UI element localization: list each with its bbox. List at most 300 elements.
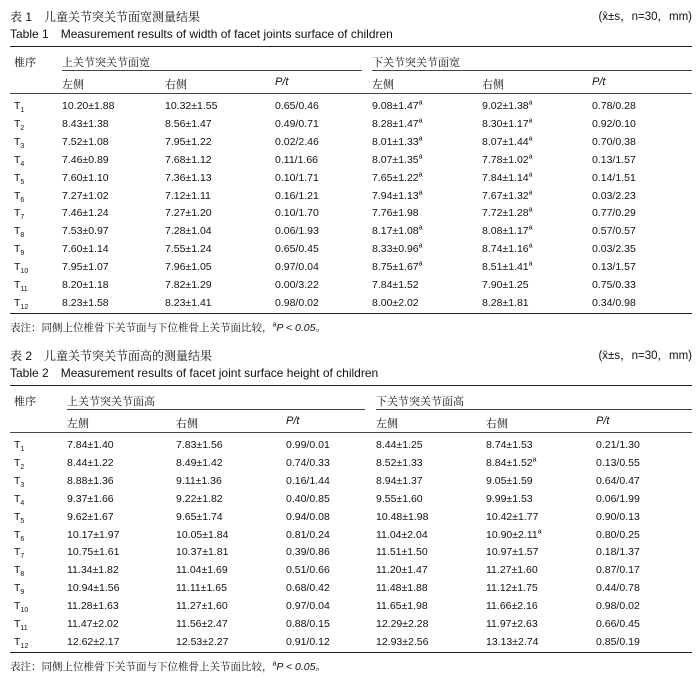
vertebra-cell-value: T — [14, 635, 21, 648]
table-1-sub-upper-right: 右侧 — [165, 79, 187, 91]
lower-right-cell-value: 10.97±1.57 — [486, 546, 539, 559]
table-1-bottom-rule — [10, 313, 692, 314]
lower-left-cell-value: 11.65±1.98 — [376, 600, 428, 613]
upper-pt-cell-value: 0.74/0.33 — [286, 456, 330, 469]
vertebra-cell-value: T — [14, 135, 21, 148]
upper-left-cell — [62, 154, 109, 166]
upper-right-cell-value: 7.28±1.04 — [165, 225, 212, 238]
upper-pt-cell-value: 0.98/0.02 — [275, 296, 319, 309]
lower-left-cell-value: 8.94±1.37 — [376, 474, 423, 487]
lower-left-cell — [376, 546, 428, 558]
upper-left-cell-value: 8.88±1.36 — [67, 474, 114, 487]
vertebra-cell — [14, 546, 25, 561]
lower-right-cell — [486, 582, 538, 594]
upper-left-cell — [67, 618, 119, 630]
upper-right-cell — [176, 582, 227, 594]
lower-right-cell-value: 11.12±1.75 — [486, 582, 538, 595]
upper-pt-cell — [286, 600, 330, 612]
upper-left-cell — [67, 636, 119, 648]
upper-right-cell — [176, 493, 223, 505]
lower-pt-cell-value: 0.78/0.28 — [592, 100, 636, 112]
upper-pt-cell — [275, 279, 319, 291]
lower-pt-cell — [596, 600, 640, 612]
vertebra-cell — [14, 636, 28, 648]
significance-mark: a — [528, 224, 533, 232]
upper-left-cell-value: 7.46±1.24 — [62, 207, 109, 220]
lower-right-cell — [482, 261, 533, 273]
lower-left-cell — [372, 100, 423, 112]
vertebra-cell-value: T — [14, 261, 21, 274]
upper-pt-cell-value: 0.65/0.46 — [275, 100, 319, 112]
upper-right-cell — [176, 511, 223, 523]
vertebra-cell — [14, 511, 24, 523]
lower-right-cell — [486, 493, 533, 505]
vertebra-index: 6 — [20, 196, 25, 204]
vertebra-cell-value: T — [14, 582, 21, 595]
vertebra-cell-value: T — [14, 189, 21, 202]
significance-mark: a — [418, 189, 423, 196]
upper-right-cell — [176, 564, 228, 576]
upper-pt-cell — [275, 118, 319, 130]
significance-mark: a — [418, 99, 423, 107]
lower-left-cell — [372, 261, 423, 273]
lower-left-cell — [372, 279, 419, 291]
lower-left-cell — [376, 564, 428, 576]
upper-right-cell-value: 9.22±1.82 — [176, 492, 223, 505]
upper-pt-cell-value: 0.10/1.71 — [275, 171, 319, 184]
lower-left-cell-value: 11.51±1.50 — [376, 546, 428, 559]
upper-left-cell — [62, 100, 114, 112]
vertebra-cell — [14, 618, 28, 633]
lower-left-cell-value: 7.84±1.52 — [372, 279, 419, 291]
table-2-sub-lower-right: 右侧 — [486, 418, 508, 430]
upper-left-cell-value: 12.62±2.17 — [67, 635, 120, 648]
vertebra-cell-value: T — [14, 439, 21, 451]
lower-pt-cell-value: 0.06/1.99 — [596, 492, 640, 505]
vertebra-cell-value: T — [14, 296, 21, 309]
vertebra-index: 12 — [20, 303, 29, 311]
upper-right-cell-value: 8.49±1.42 — [176, 456, 223, 469]
upper-left-cell-value: 7.95±1.07 — [62, 261, 109, 274]
table-1-title-cn: 表 1 儿童关节突关节面宽测量结果 — [10, 10, 201, 24]
lower-right-cell-value: 11.66±2.16 — [486, 600, 538, 613]
upper-left-cell — [62, 172, 109, 184]
lower-right-cell-value: 8.51±1.41 — [482, 261, 529, 274]
vertebra-cell-value: T — [14, 225, 21, 238]
vertebra-index: 1 — [20, 446, 25, 454]
upper-left-cell — [67, 564, 119, 576]
lower-right-cell-value: 8.07±1.44 — [482, 135, 529, 148]
table-2-note-prefix: 表注：同侧上位椎骨下关节面与下位椎骨上关节面比较， — [10, 661, 273, 673]
upper-pt-cell — [286, 493, 330, 505]
upper-left-cell-value: 11.34±1.82 — [67, 564, 119, 577]
lower-left-cell-value: 8.52±1.33 — [376, 456, 423, 469]
upper-pt-cell-value: 0.06/1.93 — [275, 225, 319, 238]
upper-left-cell — [67, 439, 114, 451]
upper-pt-cell-value: 0.97/0.04 — [275, 261, 319, 274]
upper-left-cell-value: 7.52±1.08 — [62, 135, 109, 148]
lower-pt-cell-value: 0.44/0.78 — [596, 582, 640, 595]
lower-right-cell — [486, 475, 533, 487]
significance-mark: a — [528, 117, 533, 125]
lower-pt-cell — [596, 439, 640, 451]
vertebra-index: 9 — [20, 589, 25, 597]
table-1-sub-upper-pt: P/t — [275, 76, 289, 88]
vertebra-index: 11 — [20, 286, 28, 294]
vertebra-index: 1 — [20, 107, 25, 115]
lower-left-cell-value: 8.75±1.67 — [372, 261, 419, 274]
vertebra-index: 4 — [20, 499, 25, 507]
vertebra-index: 6 — [20, 535, 25, 543]
lower-right-cell — [482, 243, 533, 255]
lower-pt-cell — [596, 618, 640, 630]
vertebra-cell — [14, 100, 25, 115]
lower-pt-cell-value: 0.90/0.13 — [596, 510, 640, 523]
lower-pt-cell-value: 0.13/1.57 — [592, 261, 636, 274]
vertebra-index: 10 — [20, 607, 29, 615]
upper-left-cell-value: 9.37±1.66 — [67, 492, 114, 505]
vertebra-cell-value: T — [14, 474, 21, 487]
lower-right-cell-value: 10.42±1.77 — [486, 510, 539, 523]
upper-pt-cell — [275, 261, 319, 273]
upper-pt-cell — [275, 100, 319, 112]
upper-right-cell-value: 7.36±1.13 — [165, 171, 212, 184]
upper-pt-cell-value: 0.40/0.85 — [286, 492, 330, 505]
vertebra-cell-value: T — [14, 207, 21, 220]
upper-right-cell-value: 7.96±1.05 — [165, 261, 212, 274]
upper-right-cell — [165, 297, 212, 309]
lower-pt-cell-value: 0.03/2.23 — [592, 189, 636, 202]
lower-right-cell-value: 7.84±1.14 — [482, 171, 529, 184]
lower-right-cell — [482, 172, 533, 184]
vertebra-index: 2 — [20, 124, 25, 132]
upper-pt-cell — [275, 154, 318, 166]
upper-pt-cell-value: 0.49/0.71 — [275, 117, 319, 130]
significance-mark: a — [528, 189, 533, 196]
lower-left-cell — [372, 297, 419, 309]
lower-pt-cell — [592, 118, 636, 130]
upper-pt-cell — [275, 136, 319, 148]
lower-pt-cell-value: 0.57/0.57 — [592, 225, 636, 238]
vertebra-index: 11 — [20, 625, 28, 633]
lower-left-cell — [376, 600, 428, 612]
upper-left-cell — [67, 475, 114, 487]
vertebra-index: 2 — [20, 463, 25, 471]
vertebra-cell-value: T — [14, 510, 21, 523]
upper-left-cell — [67, 546, 119, 558]
vertebra-cell — [14, 207, 25, 222]
upper-left-cell — [62, 136, 109, 148]
lower-left-cell — [372, 190, 423, 202]
upper-left-cell — [62, 225, 109, 237]
lower-pt-cell — [596, 493, 640, 505]
upper-left-cell — [67, 511, 114, 523]
lower-pt-cell — [592, 190, 636, 202]
lower-right-cell-value: 13.13±2.74 — [486, 635, 539, 648]
lower-right-cell — [482, 154, 533, 166]
upper-pt-cell-value: 0.51/0.66 — [286, 564, 330, 577]
upper-pt-cell-value: 0.99/0.01 — [286, 439, 330, 451]
upper-right-cell — [176, 457, 223, 469]
upper-left-cell — [67, 457, 114, 469]
lower-pt-cell-value: 0.87/0.17 — [596, 564, 640, 577]
lower-pt-cell — [596, 636, 640, 648]
vertebra-cell-value: T — [14, 546, 21, 559]
upper-pt-cell-value: 0.97/0.04 — [286, 600, 330, 613]
lower-right-cell-value: 9.02±1.38 — [482, 100, 529, 112]
upper-pt-cell-value: 0.94/0.08 — [286, 510, 330, 523]
upper-pt-cell-value: 0.65/0.45 — [275, 243, 319, 256]
lower-pt-cell-value: 0.64/0.47 — [596, 474, 640, 487]
upper-pt-cell-value: 0.91/0.12 — [286, 635, 330, 648]
lower-left-cell — [372, 118, 423, 130]
lower-pt-cell — [596, 475, 640, 487]
lower-pt-cell-value: 0.13/0.55 — [596, 456, 640, 469]
upper-pt-cell — [286, 475, 330, 487]
vertebra-cell — [14, 154, 24, 166]
upper-pt-cell — [286, 439, 330, 451]
significance-mark: a — [537, 528, 542, 535]
lower-left-cell-value: 12.29±2.28 — [376, 618, 429, 630]
upper-pt-cell-value: 0.81/0.24 — [286, 528, 330, 541]
upper-right-cell-value: 8.23±1.41 — [165, 296, 212, 309]
vertebra-cell-value: T — [14, 171, 21, 184]
vertebra-index: 12 — [20, 642, 29, 650]
table-2-col-vertebra: 椎序 — [14, 396, 36, 408]
table-1-title-en: Table 1 Measurement results of width of facet joints surface of children — [10, 27, 393, 41]
significance-mark: a — [418, 171, 423, 179]
upper-pt-cell-value: 0.02/2.46 — [275, 135, 319, 148]
upper-right-cell-value: 9.65±1.74 — [176, 510, 223, 523]
upper-right-cell-value: 10.37±1.81 — [176, 546, 229, 559]
upper-right-cell — [165, 279, 212, 291]
upper-pt-cell — [275, 243, 319, 255]
lower-pt-cell — [592, 243, 636, 255]
lower-right-cell — [482, 136, 533, 148]
vertebra-index: 7 — [20, 214, 25, 222]
table-2-note-sup: a — [272, 660, 277, 668]
table-1-lower-underline — [372, 70, 692, 71]
upper-right-cell — [165, 154, 212, 166]
table-1-note — [10, 320, 326, 335]
significance-mark: a — [418, 117, 423, 125]
upper-pt-cell-value: 0.10/1.70 — [275, 207, 319, 220]
upper-right-cell — [176, 618, 228, 630]
lower-right-cell — [486, 511, 538, 523]
vertebra-cell-value: T — [14, 153, 21, 166]
significance-mark: a — [418, 135, 423, 143]
lower-left-cell — [376, 636, 428, 648]
table-1-sub-lower-pt: P/t — [592, 76, 606, 88]
lower-right-cell-value: 8.74±1.16 — [482, 243, 529, 256]
lower-pt-cell-value: 0.80/0.25 — [596, 528, 640, 541]
upper-left-cell — [62, 118, 109, 130]
vertebra-index: 9 — [20, 250, 25, 258]
table-2-title-en: Table 2 Measurement results of facet joint surface height of children — [10, 366, 379, 380]
lower-right-cell — [482, 207, 533, 219]
upper-pt-cell — [286, 636, 330, 648]
lower-pt-cell — [596, 582, 640, 594]
lower-left-cell — [372, 243, 423, 255]
table-2-lower-underline — [376, 409, 692, 410]
upper-left-cell — [62, 207, 109, 219]
table-1-group-lower: 下关节突关节面宽 — [372, 57, 460, 69]
table-2-note-suffix: P < 0.05。 — [276, 661, 326, 673]
upper-right-cell-value: 7.95±1.22 — [165, 135, 212, 148]
upper-right-cell-value: 11.11±1.65 — [176, 582, 227, 595]
table-2-header-rule — [10, 432, 692, 433]
lower-left-cell — [376, 475, 423, 487]
lower-right-cell-value: 7.90±1.25 — [482, 279, 529, 291]
significance-mark: a — [528, 153, 533, 161]
lower-left-cell — [372, 154, 423, 166]
vertebra-index: 3 — [20, 142, 25, 150]
upper-right-cell-value: 11.04±1.69 — [176, 564, 228, 577]
vertebra-cell — [14, 529, 24, 541]
upper-pt-cell — [275, 297, 319, 309]
lower-left-cell-value: 11.20±1.47 — [376, 564, 428, 577]
lower-right-cell-value: 8.08±1.17 — [482, 225, 529, 238]
vertebra-cell-value: T — [14, 243, 21, 256]
upper-right-cell-value: 10.05±1.84 — [176, 528, 229, 541]
lower-right-cell-value: 7.78±1.02 — [482, 153, 529, 166]
upper-right-cell-value: 9.11±1.36 — [176, 474, 222, 487]
lower-left-cell — [376, 582, 428, 594]
upper-right-cell — [165, 172, 212, 184]
vertebra-cell — [14, 172, 24, 184]
upper-pt-cell-value: 0.11/1.66 — [275, 153, 319, 166]
lower-pt-cell — [592, 297, 636, 309]
significance-mark: a — [418, 224, 423, 232]
upper-pt-cell — [286, 564, 330, 576]
vertebra-cell — [14, 600, 29, 615]
lower-left-cell — [372, 207, 419, 219]
upper-left-cell — [62, 190, 109, 202]
table-1-stats: (x̄±s，n=30，mm) — [598, 11, 692, 23]
lower-pt-cell — [592, 279, 636, 291]
upper-left-cell — [67, 529, 119, 541]
vertebra-cell-value: T — [14, 528, 21, 541]
lower-right-cell — [486, 600, 538, 612]
upper-left-cell — [62, 243, 109, 255]
lower-pt-cell-value: 0.21/1.30 — [596, 439, 640, 451]
vertebra-index: 4 — [20, 160, 25, 168]
lower-right-cell-value: 8.30±1.17 — [482, 117, 529, 130]
lower-left-cell-value: 8.17±1.08 — [372, 225, 419, 238]
lower-pt-cell — [592, 154, 636, 166]
upper-right-cell — [165, 261, 212, 273]
vertebra-index: 10 — [20, 268, 29, 276]
upper-pt-cell — [286, 618, 330, 630]
upper-right-cell — [165, 207, 212, 219]
lower-pt-cell — [592, 100, 636, 112]
vertebra-cell-value: T — [14, 618, 21, 630]
vertebra-cell-value: T — [14, 492, 21, 505]
vertebra-cell — [14, 297, 28, 309]
vertebra-cell-value: T — [14, 456, 21, 469]
lower-right-cell — [482, 225, 533, 237]
upper-left-cell — [67, 493, 114, 505]
table-1-col-vertebra: 椎序 — [14, 57, 36, 69]
upper-left-cell-value: 10.75±1.61 — [67, 546, 120, 559]
vertebra-index: 3 — [20, 481, 25, 489]
vertebra-cell-value: T — [14, 600, 21, 613]
vertebra-cell-value: T — [14, 564, 21, 577]
upper-pt-cell-value: 0.68/0.42 — [286, 582, 330, 595]
upper-right-cell-value: 10.32±1.55 — [165, 100, 218, 112]
table-1-top-rule — [10, 46, 692, 47]
upper-right-cell-value: 7.55±1.24 — [165, 243, 212, 256]
upper-left-cell — [62, 261, 109, 273]
table-1-sub-lower-left: 左侧 — [372, 79, 394, 91]
lower-left-cell — [376, 511, 428, 523]
vertebra-cell — [14, 564, 25, 579]
lower-right-cell — [486, 564, 538, 576]
table-2-group-lower: 下关节突关节面高 — [376, 396, 464, 408]
vertebra-cell — [14, 261, 29, 276]
lower-right-cell — [482, 297, 529, 309]
lower-left-cell-value: 9.55±1.60 — [376, 492, 423, 505]
upper-pt-cell-value: 0.39/0.86 — [286, 546, 330, 559]
vertebra-cell-value: T — [14, 100, 21, 112]
table-2-sub-lower-left: 左侧 — [376, 418, 398, 430]
table-2-sub-upper-right: 右侧 — [176, 418, 198, 430]
lower-left-cell — [376, 457, 423, 469]
significance-mark: a — [418, 153, 423, 161]
lower-left-cell — [372, 225, 423, 237]
upper-right-cell — [176, 475, 222, 487]
lower-right-cell-value: 9.05±1.59 — [486, 474, 533, 487]
lower-left-cell — [376, 529, 428, 541]
table-2-title-cn: 表 2 儿童关节突关节面高的测量结果 — [10, 349, 213, 363]
significance-mark: a — [528, 260, 533, 268]
lower-pt-cell-value: 0.70/0.38 — [592, 135, 636, 148]
lower-right-cell — [486, 439, 533, 451]
vertebra-cell-value: T — [14, 279, 21, 291]
upper-pt-cell — [275, 225, 319, 237]
vertebra-index: 5 — [20, 517, 25, 525]
upper-left-cell — [62, 279, 109, 291]
lower-pt-cell — [592, 261, 636, 273]
table-1-note-prefix: 表注：同侧上位椎骨下关节面与下位椎骨上关节面比较， — [10, 322, 273, 334]
lower-left-cell-value: 8.33±0.96 — [372, 243, 419, 256]
upper-left-cell-value: 7.46±0.89 — [62, 153, 109, 166]
table-1-sub-lower-right: 右侧 — [482, 79, 504, 91]
upper-pt-cell — [275, 172, 319, 184]
lower-right-cell-value: 10.90±2.11 — [486, 528, 538, 541]
vertebra-cell — [14, 475, 24, 487]
lower-right-cell-value: 9.99±1.53 — [486, 492, 533, 505]
lower-pt-cell — [596, 564, 640, 576]
lower-left-cell-value: 11.48±1.88 — [376, 582, 428, 595]
upper-left-cell-value: 7.60±1.10 — [62, 171, 109, 184]
lower-left-cell-value: 7.94±1.13 — [372, 189, 419, 202]
upper-left-cell — [62, 297, 109, 309]
upper-pt-cell-value: 0.16/1.44 — [286, 474, 330, 487]
upper-left-cell-value: 7.60±1.14 — [62, 243, 109, 256]
upper-right-cell — [165, 190, 211, 202]
lower-left-cell-value: 9.08±1.47 — [372, 100, 419, 112]
lower-right-cell — [482, 118, 533, 130]
table-2-group-upper: 上关节突关节面高 — [67, 396, 155, 408]
lower-pt-cell — [592, 136, 636, 148]
table-2-sub-upper-pt: P/t — [286, 415, 300, 427]
lower-left-cell — [372, 172, 423, 184]
table-1-group-upper: 上关节突关节面宽 — [62, 57, 150, 69]
upper-pt-cell — [275, 207, 319, 219]
upper-pt-cell-value: 0.00/3.22 — [275, 279, 319, 291]
upper-left-cell-value: 8.23±1.58 — [62, 296, 109, 309]
